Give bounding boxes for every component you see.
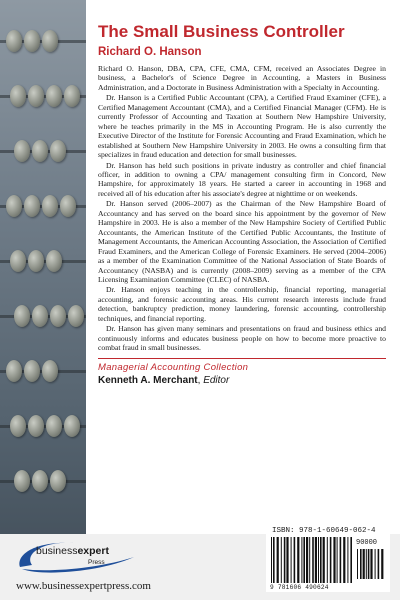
abacus-bead bbox=[64, 85, 80, 107]
abacus-bead bbox=[10, 85, 26, 107]
barcode-bar bbox=[271, 537, 272, 583]
barcode-bar bbox=[337, 537, 338, 583]
bio-paragraph: Dr. Hanson has given many seminars and presentations on fraud and business ethics and continuously informs and educates business people on how to become more proactive to combat fraud in small businesses. bbox=[98, 324, 386, 353]
price-code: 90000 bbox=[356, 539, 378, 547]
bio-paragraph: Dr. Hanson served (2006–2007) as the Chairman of the New Hampshire Board of Accountancy and has served on the board since his appointment by the governor of New Hampshire in 2003. He is also a member of the New Hampshire Society of Certified Public Accountants, the American Institute of the Certified Public Accountants, the Institute of Management Accountants, the American Accounting Association, the Association of Certified Fraud Examiners, and the American College of Forensic Examiners. He served (2004–2006) as a member of the Examination Committee of the National Association of State Boards of Accountancy (NASBA) and is currently (2008–2009) serving as a member of the CPA Licensing Examination Committee (CLEC) of NASBA. bbox=[98, 199, 386, 284]
bio-paragraph: Richard O. Hanson, DBA, CPA, CFE, CMA, CFM, received an Associates Degree in business, a Bachelor's of Science Degree in Accounting, a Masters in Business Administration, and a Doctorate in Business Administration with a Specialty in Accounting. bbox=[98, 64, 386, 92]
abacus-bead bbox=[32, 470, 48, 492]
barcode-bar bbox=[330, 537, 332, 583]
abacus-bead bbox=[42, 360, 58, 382]
abacus-bead bbox=[24, 30, 40, 52]
barcode-bar bbox=[368, 549, 370, 579]
barcode-bar bbox=[323, 537, 325, 583]
abacus-bead bbox=[28, 415, 44, 437]
abacus-bead bbox=[60, 195, 76, 217]
price-barcode-icon bbox=[356, 549, 386, 589]
barcode-bar bbox=[375, 549, 376, 579]
barcode-bar bbox=[315, 537, 317, 583]
editor-name: Kenneth A. Merchant bbox=[98, 374, 198, 386]
abacus-bead bbox=[50, 470, 66, 492]
barcode-bar bbox=[381, 549, 383, 579]
barcode-bar bbox=[286, 537, 288, 583]
barcode-bar bbox=[309, 537, 310, 583]
abacus-bead bbox=[28, 85, 44, 107]
book-title: The Small Business Controller bbox=[98, 22, 345, 41]
abacus-bead bbox=[32, 140, 48, 162]
abacus-bead bbox=[14, 140, 30, 162]
back-cover-text-panel bbox=[86, 0, 400, 534]
barcode-icon bbox=[270, 537, 354, 583]
barcode-bar bbox=[277, 537, 279, 583]
abacus-bead bbox=[68, 305, 84, 327]
barcode-bar bbox=[312, 537, 314, 583]
barcode-bar bbox=[273, 537, 275, 583]
abacus-bead bbox=[24, 195, 40, 217]
barcode-bar bbox=[291, 537, 292, 583]
series-name: Managerial Accounting Collection bbox=[98, 361, 249, 373]
barcode-bar bbox=[303, 537, 305, 583]
barcode-bar bbox=[340, 537, 342, 583]
barcode-bar bbox=[284, 537, 286, 583]
abacus-bead bbox=[28, 250, 44, 272]
publisher-logo-text bbox=[36, 545, 109, 557]
bio-paragraph: Dr. Hanson enjoys teaching in the controllership, financial reporting, managerial accounting, and forensic accounting areas. His current research interests include fraud detection, bankruptcy prediction, money laundering, forensic accounting, controllership techniques, and financial reporting. bbox=[98, 285, 386, 323]
barcode-bar bbox=[343, 537, 345, 583]
barcode-bar bbox=[350, 537, 352, 583]
publisher-logo-sub: Press bbox=[88, 559, 105, 566]
abacus-bead bbox=[50, 140, 66, 162]
barcode-bar bbox=[318, 537, 319, 583]
bio-paragraph: Dr. Hanson has held such positions in private industry as controller and chief financial officer, in addition to owning a CPA/ management consulting firm in Concord, New Hampshire, for approximately 18 years. He started a career in accounting in 1968 and received all of his education after his associate's degree at nighttime or on weekends. bbox=[98, 160, 386, 198]
abacus-bead bbox=[14, 470, 30, 492]
abacus-bead bbox=[42, 30, 58, 52]
barcode-bar bbox=[363, 549, 365, 579]
series-divider bbox=[98, 358, 386, 359]
barcode-bar bbox=[294, 537, 296, 583]
barcode-bar bbox=[378, 549, 380, 579]
abacus-bead bbox=[42, 195, 58, 217]
barcode-bar bbox=[306, 537, 308, 583]
barcode-bar bbox=[347, 537, 348, 583]
barcode-bar bbox=[301, 537, 302, 583]
abacus-bead bbox=[6, 195, 22, 217]
barcode-bar bbox=[360, 549, 362, 579]
abacus-bead bbox=[6, 360, 22, 382]
barcode-bar bbox=[281, 537, 282, 583]
barcode-bar bbox=[370, 549, 372, 579]
author-bio bbox=[98, 64, 386, 353]
abacus-bead bbox=[64, 415, 80, 437]
abacus-bead bbox=[10, 250, 26, 272]
editor-role: Editor bbox=[203, 374, 230, 386]
barcode-bar bbox=[357, 549, 358, 579]
abacus-bead bbox=[50, 305, 66, 327]
logo-text-expert: expert bbox=[77, 545, 109, 557]
barcode-bar bbox=[320, 537, 322, 583]
abacus-bead bbox=[46, 250, 62, 272]
series-editor: Kenneth A. Merchant, Editor bbox=[98, 374, 230, 386]
barcode-bar bbox=[366, 549, 367, 579]
abacus-bead bbox=[32, 305, 48, 327]
abacus-bead bbox=[46, 85, 62, 107]
barcode-bar bbox=[327, 537, 328, 583]
barcode-bar bbox=[333, 537, 335, 583]
barcode-bar bbox=[297, 537, 299, 583]
abacus-bead bbox=[14, 305, 30, 327]
isbn-label: ISBN: 978-1-60649-062-4 bbox=[272, 527, 376, 535]
cover-photo-abacus bbox=[0, 0, 86, 600]
bio-paragraph: Dr. Hanson is a Certified Public Accountant (CPA), a Certified Fraud Examiner (CFE), a Certified Management Accountant (CMA), and a Certified Financial Manager (CFM). He is currently Professor of Accounting and Taxation at Southern New Hampshire University, where he teaches primarily in the MS in Accounting Program. He is also currently the Executive Director of the Institute for Forensic Accounting and Fraud Examination, which he established at Southern New Hampshire University in 2003. He owns a consulting firm that specializes in fraud education and detection for small businesses. bbox=[98, 93, 386, 160]
abacus-bead bbox=[10, 415, 26, 437]
abacus-bead bbox=[6, 30, 22, 52]
author-name: Richard O. Hanson bbox=[98, 46, 202, 58]
logo-text-business: business bbox=[36, 545, 78, 557]
abacus-bead bbox=[46, 415, 62, 437]
publisher-website: www.businessexpertpress.com bbox=[16, 580, 151, 592]
barcode-digits: 9 781606 490624 bbox=[270, 584, 329, 591]
abacus-bead bbox=[24, 360, 40, 382]
